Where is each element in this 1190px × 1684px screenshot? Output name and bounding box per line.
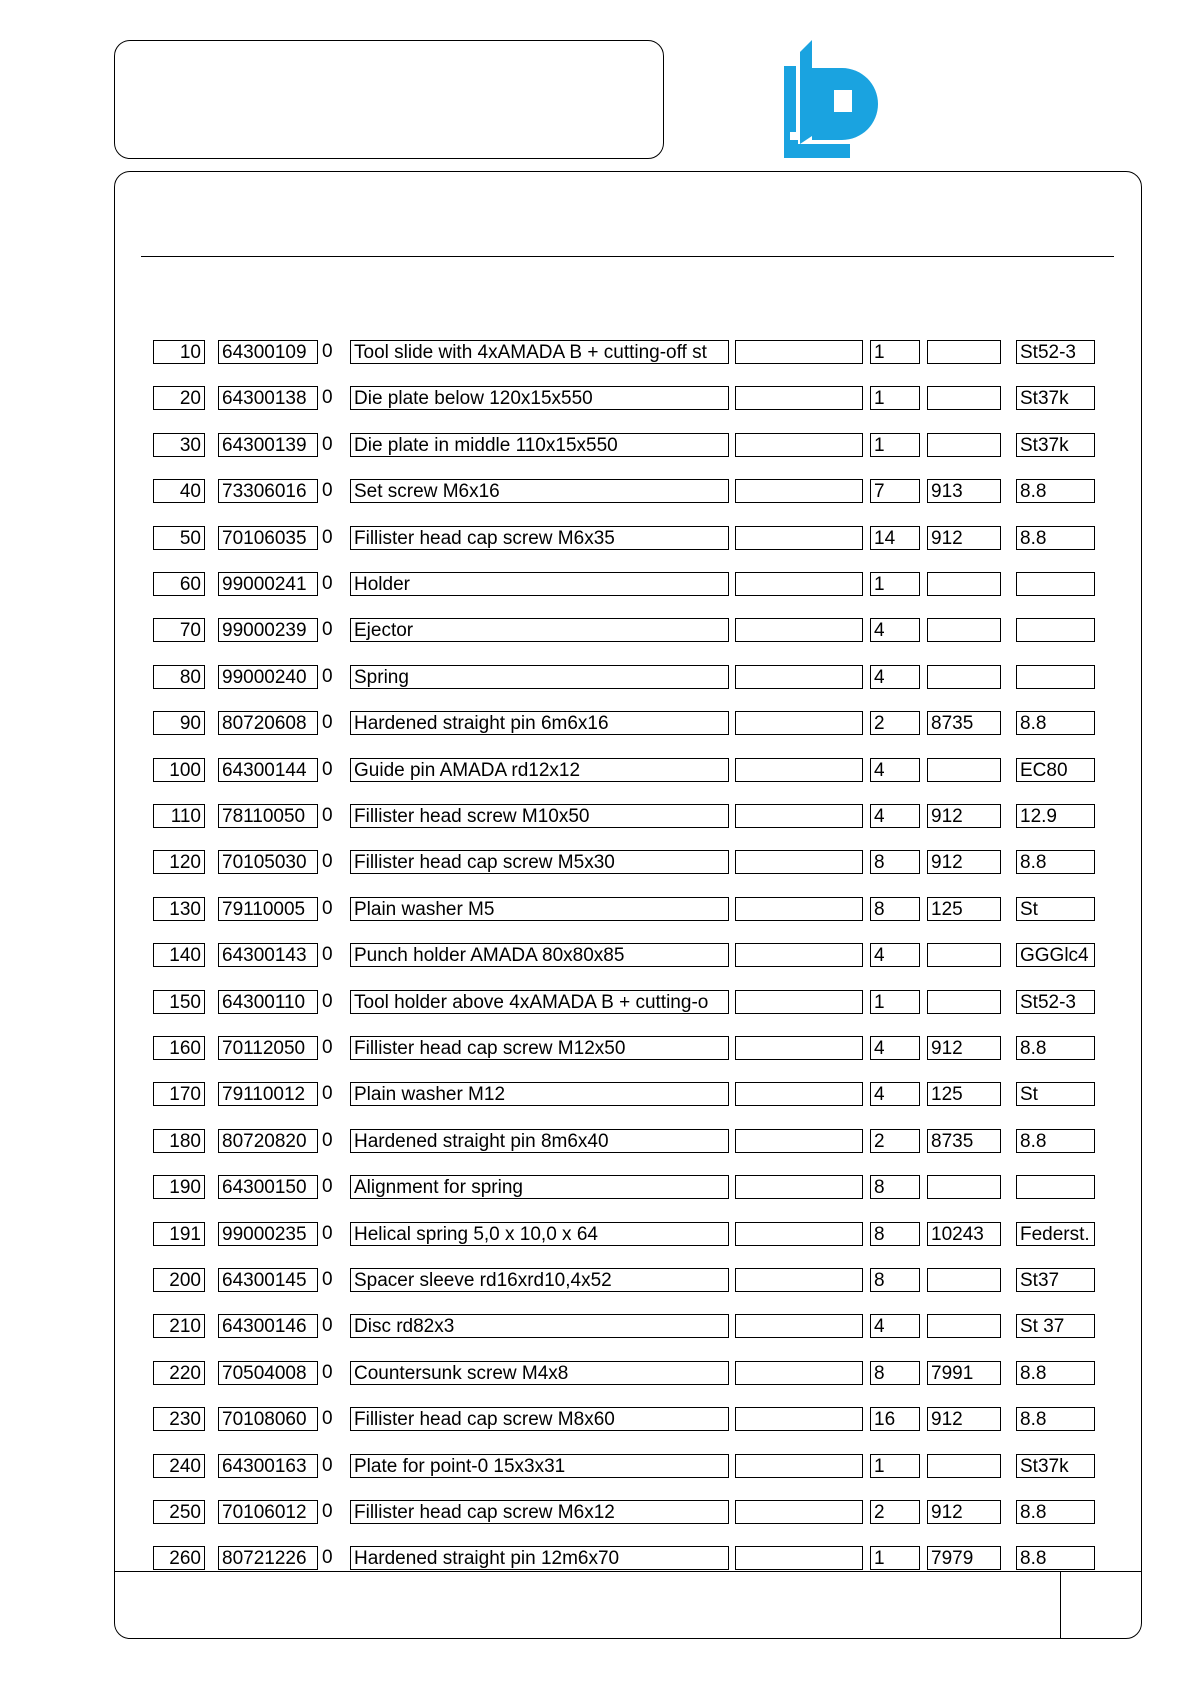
- material-cell: [1016, 1175, 1095, 1199]
- description-cell: Spacer sleeve rd16xrd10,4x52: [350, 1268, 729, 1292]
- quantity-cell: 4: [870, 943, 920, 967]
- part-number-cell: 70504008: [218, 1361, 318, 1385]
- revision-cell: 0: [322, 341, 333, 362]
- standard-cell: 912: [927, 1036, 1001, 1060]
- part-number-cell: 80720820: [218, 1129, 318, 1153]
- table-row: [0, 990, 1190, 1016]
- table-row: [0, 433, 1190, 459]
- part-number-cell: 64300144: [218, 758, 318, 782]
- part-number-cell: 99000239: [218, 618, 318, 642]
- spare-cell: [735, 1314, 863, 1338]
- standard-cell: [927, 572, 1001, 596]
- position-cell: 190: [153, 1175, 205, 1199]
- spare-cell: [735, 526, 863, 550]
- revision-cell: 0: [322, 1129, 333, 1151]
- standard-cell: [927, 1175, 1001, 1199]
- quantity-cell: 4: [870, 804, 920, 828]
- description-cell: Tool slide with 4xAMADA B + cutting-off st: [350, 340, 729, 364]
- part-number-cell: 64300110: [218, 990, 318, 1014]
- quantity-cell: 8: [870, 1222, 920, 1246]
- part-number-cell: 64300146: [218, 1314, 318, 1338]
- quantity-cell: 4: [870, 618, 920, 642]
- material-cell: 8.8: [1016, 479, 1095, 503]
- position-cell: 160: [153, 1036, 205, 1060]
- description-cell: Disc rd82x3: [350, 1314, 729, 1338]
- part-number-cell: 70105030: [218, 850, 318, 874]
- standard-cell: 912: [927, 526, 1001, 550]
- quantity-cell: 1: [870, 990, 920, 1014]
- table-row: [0, 711, 1190, 737]
- table-row: [0, 479, 1190, 505]
- standard-cell: 7979: [927, 1546, 1001, 1570]
- description-cell: Fillister head cap screw M8x60: [350, 1407, 729, 1431]
- revision-cell: 0: [322, 480, 333, 502]
- position-cell: 240: [153, 1454, 205, 1478]
- table-row: [0, 572, 1190, 598]
- standard-cell: 7991: [927, 1361, 1001, 1385]
- position-cell: 50: [153, 526, 205, 550]
- material-cell: 8.8: [1016, 1407, 1095, 1431]
- spare-cell: [735, 850, 863, 874]
- table-row: [0, 1500, 1190, 1526]
- standard-cell: 913: [927, 479, 1001, 503]
- spare-cell: [735, 433, 863, 457]
- part-number-cell: 79110012: [218, 1082, 318, 1106]
- description-cell: Fillister head cap screw M6x35: [350, 526, 729, 550]
- spare-cell: [735, 758, 863, 782]
- description-cell: Plain washer M12: [350, 1082, 729, 1106]
- table-row: [0, 804, 1190, 830]
- standard-cell: [927, 618, 1001, 642]
- spare-cell: [735, 618, 863, 642]
- table-row: [0, 897, 1190, 923]
- part-number-cell: 70112050: [218, 1036, 318, 1060]
- description-cell: Hardened straight pin 6m6x16: [350, 711, 729, 735]
- material-cell: Federst.: [1016, 1222, 1095, 1246]
- spare-cell: [735, 340, 863, 364]
- material-cell: St52-3: [1016, 990, 1095, 1014]
- position-cell: 10: [153, 340, 205, 364]
- position-cell: 130: [153, 897, 205, 921]
- revision-cell: 0: [322, 1361, 333, 1383]
- position-cell: 30: [153, 433, 205, 457]
- table-row: [0, 1454, 1190, 1480]
- quantity-cell: 1: [870, 572, 920, 596]
- revision-cell: 0: [322, 805, 333, 826]
- position-cell: 210: [153, 1314, 205, 1338]
- material-cell: 8.8: [1016, 1361, 1095, 1385]
- quantity-cell: 2: [870, 711, 920, 735]
- description-cell: Plate for point-0 15x3x31: [350, 1454, 729, 1478]
- standard-cell: [927, 990, 1001, 1014]
- quantity-cell: 8: [870, 897, 920, 921]
- material-cell: 8.8: [1016, 711, 1095, 735]
- spare-cell: [735, 943, 863, 967]
- spare-cell: [735, 711, 863, 735]
- position-cell: 191: [153, 1222, 205, 1246]
- material-cell: GGGlc4: [1016, 943, 1095, 967]
- spare-cell: [735, 1361, 863, 1385]
- table-row: [0, 1082, 1190, 1108]
- description-cell: Alignment for spring: [350, 1175, 729, 1199]
- description-cell: Fillister head cap screw M5x30: [350, 850, 729, 874]
- quantity-cell: 4: [870, 758, 920, 782]
- description-cell: Plain washer M5: [350, 897, 729, 921]
- material-cell: 8.8: [1016, 526, 1095, 550]
- description-cell: Punch holder AMADA 80x80x85: [350, 943, 729, 967]
- position-cell: 90: [153, 711, 205, 735]
- revision-cell: 0: [322, 1176, 333, 1198]
- revision-cell: 0: [322, 944, 333, 966]
- table-row: [0, 386, 1190, 412]
- material-cell: 8.8: [1016, 850, 1095, 874]
- spare-cell: [735, 1454, 863, 1478]
- position-cell: 200: [153, 1268, 205, 1292]
- quantity-cell: 1: [870, 433, 920, 457]
- revision-cell: 0: [322, 758, 333, 780]
- material-cell: 8.8: [1016, 1546, 1095, 1570]
- part-number-cell: 64300163: [218, 1454, 318, 1478]
- quantity-cell: 14: [870, 526, 920, 550]
- description-cell: Helical spring 5,0 x 10,0 x 64: [350, 1222, 729, 1246]
- description-cell: Set screw M6x16: [350, 479, 729, 503]
- part-number-cell: 70106035: [218, 526, 318, 550]
- spare-cell: [735, 665, 863, 689]
- table-row: [0, 1175, 1190, 1201]
- quantity-cell: 1: [870, 1546, 920, 1570]
- table-row: [0, 1268, 1190, 1294]
- standard-cell: 125: [927, 1082, 1001, 1106]
- material-cell: St37k: [1016, 386, 1095, 410]
- standard-cell: [927, 1314, 1001, 1338]
- quantity-cell: 4: [870, 1036, 920, 1060]
- position-cell: 60: [153, 572, 205, 596]
- material-cell: [1016, 572, 1095, 596]
- standard-cell: [927, 665, 1001, 689]
- description-cell: Fillister head cap screw M6x12: [350, 1500, 729, 1524]
- standard-cell: 125: [927, 897, 1001, 921]
- table-row: [0, 340, 1190, 366]
- revision-cell: 0: [322, 1222, 333, 1244]
- spare-cell: [735, 1036, 863, 1060]
- material-cell: EC80: [1016, 758, 1095, 782]
- spare-cell: [735, 1546, 863, 1570]
- standard-cell: 10243: [927, 1222, 1001, 1246]
- description-cell: Spring: [350, 665, 729, 689]
- part-number-cell: 99000235: [218, 1222, 318, 1246]
- table-row: [0, 665, 1190, 691]
- material-cell: 8.8: [1016, 1500, 1095, 1524]
- revision-cell: 0: [322, 665, 333, 687]
- position-cell: 110: [153, 804, 205, 828]
- standard-cell: [927, 1454, 1001, 1478]
- quantity-cell: 1: [870, 1454, 920, 1478]
- standard-cell: [927, 943, 1001, 967]
- standard-cell: [927, 386, 1001, 410]
- revision-cell: 0: [322, 990, 333, 1012]
- quantity-cell: 4: [870, 1314, 920, 1338]
- spare-cell: [735, 897, 863, 921]
- standard-cell: 8735: [927, 1129, 1001, 1153]
- standard-cell: 912: [927, 850, 1001, 874]
- material-cell: 8.8: [1016, 1129, 1095, 1153]
- part-number-cell: 64300139: [218, 433, 318, 457]
- part-number-cell: 78110050: [218, 804, 318, 828]
- quantity-cell: 8: [870, 1175, 920, 1199]
- description-cell: Hardened straight pin 8m6x40: [350, 1129, 729, 1153]
- spare-cell: [735, 386, 863, 410]
- description-cell: Holder: [350, 572, 729, 596]
- description-cell: Fillister head cap screw M12x50: [350, 1036, 729, 1060]
- material-cell: St: [1016, 897, 1095, 921]
- table-row: [0, 1036, 1190, 1062]
- standard-cell: [927, 1268, 1001, 1292]
- position-cell: 230: [153, 1407, 205, 1431]
- material-cell: 8.8: [1016, 1036, 1095, 1060]
- table-row: [0, 1314, 1190, 1340]
- table-row: [0, 1546, 1190, 1572]
- revision-cell: 0: [322, 433, 333, 455]
- material-cell: St37k: [1016, 433, 1095, 457]
- revision-cell: 0: [322, 619, 333, 641]
- spare-cell: [735, 572, 863, 596]
- part-number-cell: 80721226: [218, 1546, 318, 1570]
- revision-cell: 0: [322, 1501, 333, 1522]
- material-cell: St: [1016, 1082, 1095, 1106]
- standard-cell: 8735: [927, 711, 1001, 735]
- quantity-cell: 1: [870, 386, 920, 410]
- spare-cell: [735, 1268, 863, 1292]
- quantity-cell: 4: [870, 665, 920, 689]
- table-row: [0, 943, 1190, 969]
- standard-cell: 912: [927, 1407, 1001, 1431]
- quantity-cell: 16: [870, 1407, 920, 1431]
- revision-cell: 0: [322, 1083, 333, 1105]
- spare-cell: [735, 1407, 863, 1431]
- revision-cell: 0: [322, 387, 333, 409]
- part-number-cell: 79110005: [218, 897, 318, 921]
- description-cell: Fillister head screw M10x50: [350, 804, 729, 828]
- description-cell: Guide pin AMADA rd12x12: [350, 758, 729, 782]
- position-cell: 80: [153, 665, 205, 689]
- spare-cell: [735, 479, 863, 503]
- part-number-cell: 99000241: [218, 572, 318, 596]
- material-cell: [1016, 618, 1095, 642]
- position-cell: 100: [153, 758, 205, 782]
- spare-cell: [735, 1500, 863, 1524]
- standard-cell: [927, 433, 1001, 457]
- revision-cell: 0: [322, 1547, 333, 1569]
- revision-cell: 0: [322, 573, 333, 594]
- part-number-cell: 64300143: [218, 943, 318, 967]
- material-cell: 12.9: [1016, 804, 1095, 828]
- revision-cell: 0: [322, 1315, 333, 1337]
- description-cell: Die plate in middle 110x15x550: [350, 433, 729, 457]
- quantity-cell: 4: [870, 1082, 920, 1106]
- description-cell: Countersunk screw M4x8: [350, 1361, 729, 1385]
- part-number-cell: 70106012: [218, 1500, 318, 1524]
- part-number-cell: 80720608: [218, 711, 318, 735]
- position-cell: 250: [153, 1500, 205, 1524]
- description-cell: Hardened straight pin 12m6x70: [350, 1546, 729, 1570]
- part-number-cell: 64300145: [218, 1268, 318, 1292]
- standard-cell: [927, 758, 1001, 782]
- table-row: [0, 1129, 1190, 1155]
- quantity-cell: 8: [870, 1361, 920, 1385]
- spare-cell: [735, 804, 863, 828]
- description-cell: Die plate below 120x15x550: [350, 386, 729, 410]
- standard-cell: [927, 340, 1001, 364]
- table-row: [0, 526, 1190, 552]
- revision-cell: 0: [322, 1408, 333, 1430]
- position-cell: 20: [153, 386, 205, 410]
- spare-cell: [735, 990, 863, 1014]
- part-number-cell: 64300150: [218, 1175, 318, 1199]
- position-cell: 120: [153, 850, 205, 874]
- material-cell: St37: [1016, 1268, 1095, 1292]
- table-row: [0, 1407, 1190, 1433]
- description-cell: Tool holder above 4xAMADA B + cutting-o: [350, 990, 729, 1014]
- spare-cell: [735, 1129, 863, 1153]
- description-cell: Ejector: [350, 618, 729, 642]
- standard-cell: 912: [927, 804, 1001, 828]
- material-cell: St37k: [1016, 1454, 1095, 1478]
- spare-cell: [735, 1222, 863, 1246]
- revision-cell: 0: [322, 897, 333, 919]
- material-cell: St 37: [1016, 1314, 1095, 1338]
- quantity-cell: 8: [870, 850, 920, 874]
- position-cell: 150: [153, 990, 205, 1014]
- table-row: [0, 850, 1190, 876]
- revision-cell: 0: [322, 851, 333, 873]
- position-cell: 220: [153, 1361, 205, 1385]
- table-row: [0, 1222, 1190, 1248]
- position-cell: 140: [153, 943, 205, 967]
- part-number-cell: 64300138: [218, 386, 318, 410]
- quantity-cell: 2: [870, 1129, 920, 1153]
- standard-cell: 912: [927, 1500, 1001, 1524]
- part-number-cell: 64300109: [218, 340, 318, 364]
- revision-cell: 0: [322, 526, 333, 548]
- table-row: [0, 758, 1190, 784]
- revision-cell: 0: [322, 712, 333, 734]
- position-cell: 40: [153, 479, 205, 503]
- quantity-cell: 8: [870, 1268, 920, 1292]
- part-number-cell: 70108060: [218, 1407, 318, 1431]
- revision-cell: 0: [322, 1037, 333, 1058]
- revision-cell: 0: [322, 1269, 333, 1290]
- quantity-cell: 7: [870, 479, 920, 503]
- part-number-cell: 73306016: [218, 479, 318, 503]
- revision-cell: 0: [322, 1454, 333, 1476]
- position-cell: 260: [153, 1546, 205, 1570]
- quantity-cell: 2: [870, 1500, 920, 1524]
- part-number-cell: 99000240: [218, 665, 318, 689]
- material-cell: [1016, 665, 1095, 689]
- quantity-cell: 1: [870, 340, 920, 364]
- table-row: [0, 618, 1190, 644]
- spare-cell: [735, 1082, 863, 1106]
- material-cell: St52-3: [1016, 340, 1095, 364]
- position-cell: 180: [153, 1129, 205, 1153]
- position-cell: 70: [153, 618, 205, 642]
- table-row: [0, 1361, 1190, 1387]
- spare-cell: [735, 1175, 863, 1199]
- position-cell: 170: [153, 1082, 205, 1106]
